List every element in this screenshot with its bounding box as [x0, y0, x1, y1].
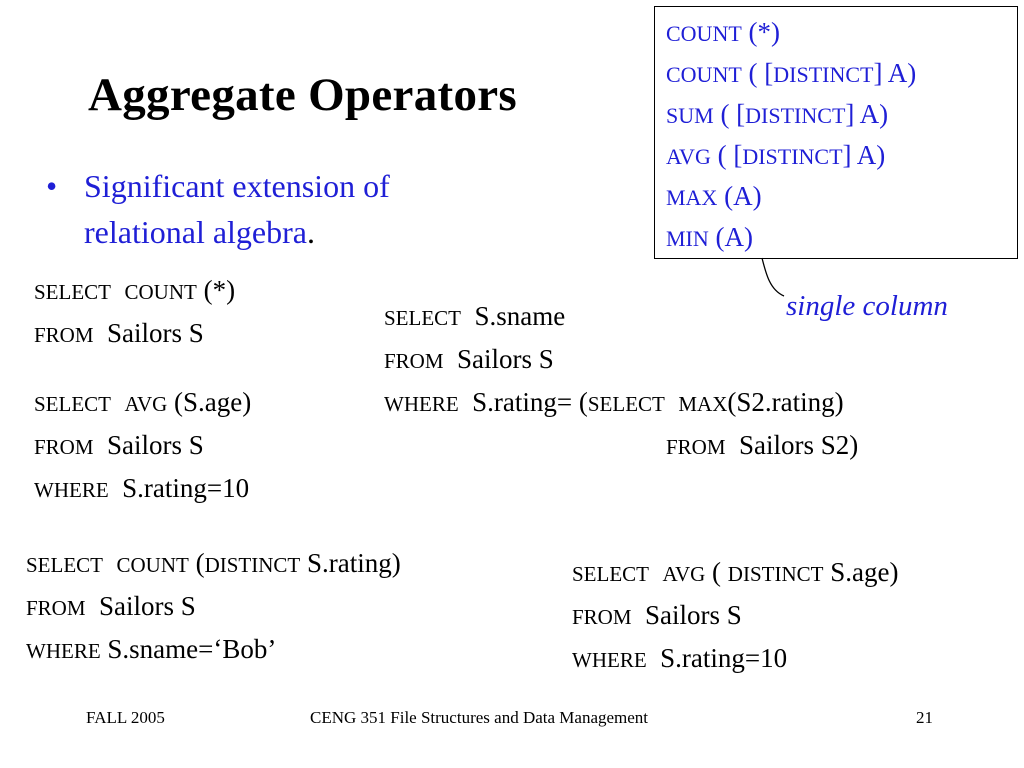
footer-page-number: 21	[916, 708, 933, 727]
query-line: FROM Sailors S	[26, 591, 196, 621]
operator-min: MIN (A)	[666, 222, 754, 252]
query-line: FROM Sailors S2)	[666, 430, 859, 460]
query-count-distinct	[26, 543, 401, 672]
bullet-text	[84, 163, 390, 255]
operator-max: MAX (A)	[666, 181, 762, 211]
bullet-period: .	[306, 214, 315, 250]
footer-date: FALL 2005	[86, 708, 165, 727]
operator-sum: SUM ( [DISTINCT] A)	[666, 99, 889, 129]
aggregate-operators-box	[654, 6, 1018, 259]
query-line: FROM Sailors S	[34, 430, 204, 460]
query-line: FROM Sailors S	[384, 344, 554, 374]
footer-course: CENG 351 File Structures and Data Management	[310, 708, 649, 727]
query-line: WHERE S.rating=10	[34, 473, 250, 503]
operator-count-star: COUNT (*)	[666, 17, 781, 47]
query-line: WHERE S.rating= (SELECT MAX(S2.rating)	[384, 387, 844, 417]
query-line: SELECT S.sname	[384, 301, 566, 331]
query-avg-distinct	[572, 552, 898, 681]
query-line: WHERE S.sname=‘Bob’	[26, 634, 277, 664]
query-line: FROM Sailors S	[34, 318, 204, 348]
single-column-annotation: single column	[786, 290, 948, 322]
query-avg-age	[34, 382, 251, 511]
bullet-marker: •	[46, 168, 58, 204]
bullet-line-2-text: relational algebra	[84, 214, 307, 250]
query-count-star	[34, 270, 235, 356]
query-line: SELECT COUNT (DISTINCT S.rating)	[26, 548, 401, 578]
bullet-line-1: Significant extension of	[84, 168, 390, 204]
query-line: SELECT COUNT (*)	[34, 275, 236, 305]
operator-count-distinct: COUNT ( [DISTINCT] A)	[666, 58, 917, 88]
query-line: FROM Sailors S	[572, 600, 742, 630]
query-max-rating	[384, 296, 858, 468]
slide-title: Aggregate Operators	[88, 69, 517, 121]
query-line: WHERE S.rating=10	[572, 643, 788, 673]
query-line: SELECT AVG ( DISTINCT S.age)	[572, 557, 899, 587]
bullet-line-2	[84, 209, 390, 255]
operator-avg: AVG ( [DISTINCT] A)	[666, 140, 886, 170]
query-line: SELECT AVG (S.age)	[34, 387, 252, 417]
